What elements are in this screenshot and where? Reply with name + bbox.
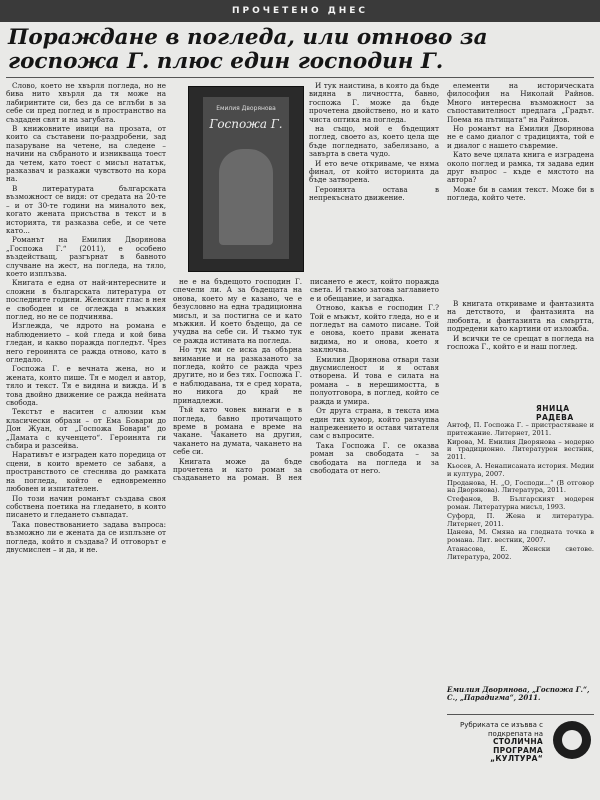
article-column-3-top: [309, 82, 439, 272]
sponsor-caption: [447, 721, 543, 764]
article-paragraph: елементи на историческата философия на Николай Райнов. Много интересна възможност за съпоставителност предлага „Градът. Поема на пътищата“ на Райнов.: [447, 82, 594, 124]
references-list: [447, 422, 594, 563]
article-paragraph: И ето вече откриваме, че няма финал, от който историята да бъде затворена.: [309, 158, 439, 185]
reference-entry: Кьосев, А. Ненаписаната история. Медии и култура, 2007.: [447, 461, 594, 478]
reference-entry: Кирова, М. Емилия Дворянова – модерно и традиционно. Литературен вестник, 2011.: [447, 437, 594, 462]
article-paragraph: В книжовните ивици на прозата, от които са съставени по-раздробени, зад пазаруване на четене, на следене – начини на събраното и изникваща тоест да четем, като тоест с мисъл нататък, разказвач и разкажи чувството на кора на.: [6, 124, 166, 184]
article-paragraph: В книгата откриваме и фантазията на детството, и фантазията на любовта, и фантазията на смъртта, подредени като картини от изложба.: [447, 300, 594, 334]
article-paragraph: не е на бъдещото господин Г. спечели ли. А за бъдещата на онова, което му е казано, че е безусловно на една традиционна мисъл, и за постигна се и като мъжкия. И което бъдещо, да се учудва на себе си. И тъкмо тук се ражда истината на погледа.: [173, 278, 302, 345]
article-paragraph: От друга страна, в текста има един тих хумор, който разчупва напрежението и оставя читателя сам с въпросите.: [310, 406, 439, 441]
book-cover-title: Госпожа Г.: [209, 117, 283, 131]
section-title: ПРОЧЕТЕНО ДНЕС: [231, 6, 369, 16]
article-paragraph: Наративът е изграден като поредица от сцени, в които времето се забавя, а пространството се стеснява до рамката на погледа, който е едновременно любовен и изпитателен.: [6, 450, 166, 494]
book-bibliography: Емилия Дворянова, „Госпожа Г.“, С., „Парадигма“, 2011.: [447, 685, 590, 702]
reference-entry: Проданова, Н. „О, Господи...“ (В отговор на Дворянова). Литература, 2011.: [447, 478, 594, 495]
article-paragraph: Може би в самия текст. Може би в погледа, който чете.: [447, 184, 594, 203]
sponsor-footer: [447, 714, 594, 797]
article-paragraph: И тук наистина, в която да бъде видяна в личността, бавно, госпожа Г. може да бъде прочетена двойствено, но и като чиста оптика на погледа.: [309, 82, 439, 124]
article-paragraph: Като вече цялата книга е изградена около поглед и рамка, тя задава един друг въпрос – къде е мястото на автора?: [447, 150, 594, 185]
article-paragraph: Тъй като човек винаги е в погледа, бавно протичащото време в романа е време на чакане. Чакането на другия, чакането на думата, чакането на себе си.: [173, 405, 302, 457]
article-headline: Пораждане в погледа, или отново за госпожа Г. плюс един господин Г.: [8, 25, 488, 74]
reference-entry: Суфорд, П. Жена и литература. Литернет, 2011.: [447, 511, 594, 528]
sponsor-line-2: СТОЛИЧНА ПРОГРАМА: [492, 737, 543, 755]
reference-entry: Атанасова, Е. Женски светове. Литература, 2002.: [447, 544, 594, 561]
article-paragraph: Така повествованието задава въпроса: възможно ли е жената да се изплъзне от погледа, който я създава? И отговорът е двусмислен – и да, и не.: [6, 519, 166, 554]
article-column-2-3-body: [173, 278, 439, 796]
sofia-logo-icon: [553, 721, 591, 759]
reference-entry: Цанева, М. Смяна на гледната точка в романа. Лит. вестник, 2007.: [447, 528, 594, 545]
book-cover-photo: [188, 86, 304, 272]
reference-entry: Антоф, П. Госпожа Г. – пристрастяване и притежание. Литернет, 2011.: [447, 421, 594, 437]
article-paragraph: Отново, какъв е господин Г.? Той е мъжът, който гледа, но е и погледът на самото писане. Той е онова, което прави жената видима, но и онова, което я заключва.: [310, 303, 439, 355]
reference-entry: Стефанов, В. Българският модерен роман. Литературна мисъл, 1993.: [447, 495, 594, 511]
article-paragraph: Романът на Емилия Дворянова „Госпожа Г.“ (2011), е особено въздействащ, разгърнат в бавното случване на жест, на погледа, на тяло, което изплъзва.: [6, 235, 166, 278]
book-cover-figure: [219, 149, 273, 245]
article-paragraph: на също, мой е бъдещият поглед, своето аз, което цела ще бъде погледнато, забелязано, а завърта в света чудо.: [309, 124, 439, 159]
article-paragraph: Госпожа Г. е вечната жена, но и жената, която пише. Тя е модел и автор, тяло и текст. Тя е видяна и вижда. И в това двойно движение се ражда нейната свобода.: [6, 364, 166, 408]
article-paragraph: Така Госпожа Г. се оказва роман за свободата – за свободата на погледа и за свободата от него.: [310, 440, 439, 475]
book-cover-author: Емилия Дворянова: [216, 105, 276, 112]
article-paragraph: Книгата е една от най-интересните и сложни в българската литература от последните години. Женският глас в нея е свободен и се оглежда в мъжкия поглед, но не се подчинява.: [6, 278, 166, 321]
article-column-1: [6, 82, 166, 796]
article-paragraph: Но романът на Емилия Дворянова не е само диалог с традицията, той е и диалог с нашето съвремие.: [447, 124, 594, 150]
article-paragraph: Книгата може да бъде прочетена и като роман за създаването на роман. В нея писането е жест, който поражда света. И тъкмо затова заглавието е и обещание, и загадка.: [173, 278, 439, 483]
article-paragraph: Слово, което не хвърля погледа, но не бива нито хвърля да тя може на лабиринтите си, без да се вглъби в за себе си пред поглед и в пространство на създаден свят и на загубата.: [6, 82, 166, 124]
author-signature: ЯНИЦА РАДЕВА: [536, 404, 574, 422]
article-paragraph: И всички те се срещат в погледа на госпожа Г., който е и наш поглед.: [447, 333, 594, 352]
article-paragraph: Емилия Дворянова отваря тази двусмисленост и я оставя отворена. И това е силата на романа – в нерешимостта, в полуотговора, в поглед, който се ражда и умира.: [310, 354, 439, 406]
article-paragraph: Героинята остава в непрекъснато движение.: [309, 184, 439, 203]
article-column-4-continued: [447, 300, 594, 400]
sponsor-line-1: Рубриката се изъвва с подкрепата на: [460, 721, 543, 738]
article-paragraph: Текстът е наситен с алюзии към класически образи – от Ема Бовари до Дон Жуан, от „Госпожа Бовари“ до „Дамата с кученцето“. Героинята ги събира и разсейва.: [6, 407, 166, 451]
headline-divider: [6, 77, 594, 78]
article-paragraph: Но тук ми се иска да обърна внимание и на разказаното за погледа, който се ражда чрез другите, но и без тях. Госпожа Г. е наблюдавана, тя е сред хората, но никога до край не принадлежи.: [173, 345, 302, 405]
article-paragraph: По този начин романът създава своя собствена поетика на гледането, в която писането и гледането съвпадат.: [6, 493, 166, 520]
section-banner: [0, 0, 600, 22]
sponsor-line-3: „КУЛТУРА“: [490, 754, 543, 763]
article-paragraph: В литературата българската възможност се видя: от средата на 20-те – и от 30-те години на миналото век, когато жената присъства в текст и в историята, тя разказва себе, и се чете като...: [6, 183, 166, 235]
article-paragraph: Изглежда, че ядрото на романа е наблюдението – кой гледа и кой бива гледан, и какво поражда погледът. Чрез него героинята се ражда отново, като в огледало.: [6, 321, 166, 364]
